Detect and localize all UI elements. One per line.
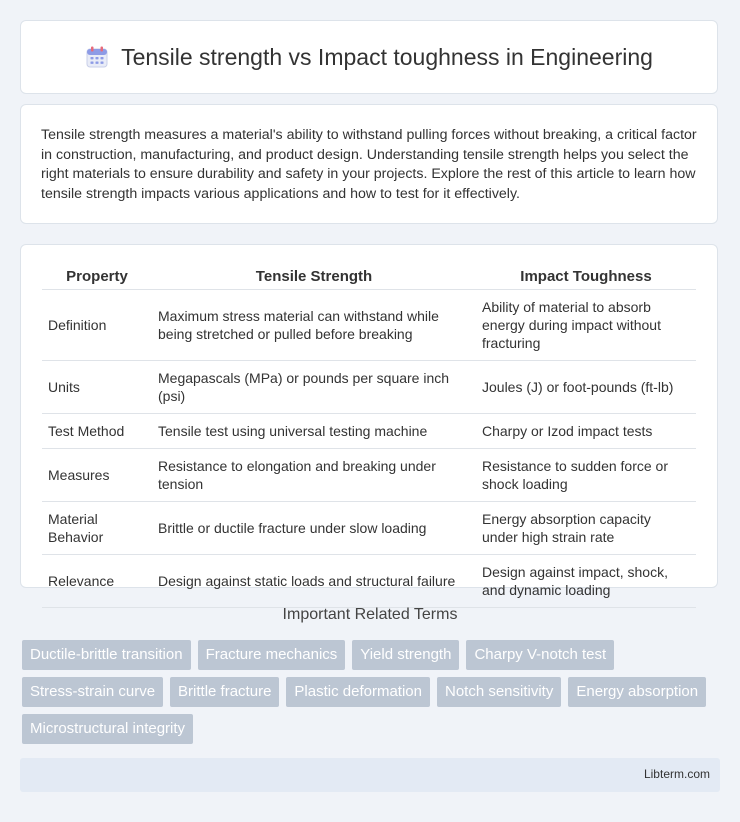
page-title: Tensile strength vs Impact toughness in Engineering [121,43,653,70]
related-terms-title: Important Related Terms [282,606,458,623]
related-term-tag[interactable]: Yield strength [352,640,459,670]
column-header: Tensile Strength [152,265,476,290]
table-cell: Energy absorption capacity under high strain rate [476,502,696,555]
table-cell: Joules (J) or foot-pounds (ft-lb) [476,361,696,414]
related-term-tag[interactable]: Notch sensitivity [437,677,561,707]
table-cell: Charpy or Izod impact tests [476,414,696,449]
table-cell: Tensile test using universal testing machine [152,414,476,449]
related-term-tag[interactable]: Brittle fracture [170,677,279,707]
related-terms-list [22,640,722,744]
related-term-tag[interactable]: Plastic deformation [286,677,430,707]
footer [20,758,720,792]
footer-brand-link[interactable]: Libterm.com [643,767,710,781]
related-term-tag[interactable]: Charpy V-notch test [466,640,614,670]
table-header-row [42,265,696,290]
table-cell: Megapascals (MPa) or pounds per square inch (psi) [152,361,476,414]
table-cell: Units [42,361,152,414]
table-row [42,414,696,449]
header-card [20,20,718,94]
related-term-tag[interactable]: Stress-strain curve [22,677,163,707]
table-cell: Definition [42,290,152,361]
table-cell: Brittle or ductile fracture under slow loading [152,502,476,555]
table-cell: Resistance to sudden force or shock loading [476,449,696,502]
calendar-icon [85,45,109,69]
related-term-tag[interactable]: Energy absorption [568,677,706,707]
table-cell: Ability of material to absorb energy during impact without fracturing [476,290,696,361]
comparison-table [42,265,696,608]
comparison-table-card [20,244,718,598]
related-term-tag[interactable]: Fracture mechanics [198,640,346,670]
table-cell: Design against impact, shock, and dynamic loading [476,555,696,608]
table-row [42,502,696,555]
table-row [42,449,696,502]
table-cell: Test Method [42,414,152,449]
table-cell: Resistance to elongation and breaking under tension [152,449,476,502]
table-cell: Measures [42,449,152,502]
intro-paragraph: Tensile strength measures a material's ability to withstand pulling forces without breaking, a critical factor in construction, manufacturing, and product design. Understanding tensile strength helps you select the right materials to ensure durability and safety in your projects. Explore the rest of this article to learn how tensile strength impacts various applications and how to test for it effectively. [20,104,718,224]
column-header: Impact Toughness [476,265,696,290]
related-term-tag[interactable]: Microstructural integrity [22,714,193,744]
table-row [42,290,696,361]
column-header: Property [42,265,152,290]
table-cell: Material Behavior [42,502,152,555]
table-row [42,555,696,608]
table-cell: Maximum stress material can withstand while being stretched or pulled before breaking [152,290,476,361]
table-row [42,361,696,414]
related-term-tag[interactable]: Ductile-brittle transition [22,640,191,670]
table-cell: Relevance [42,555,152,608]
table-cell: Design against static loads and structural failure [152,555,476,608]
